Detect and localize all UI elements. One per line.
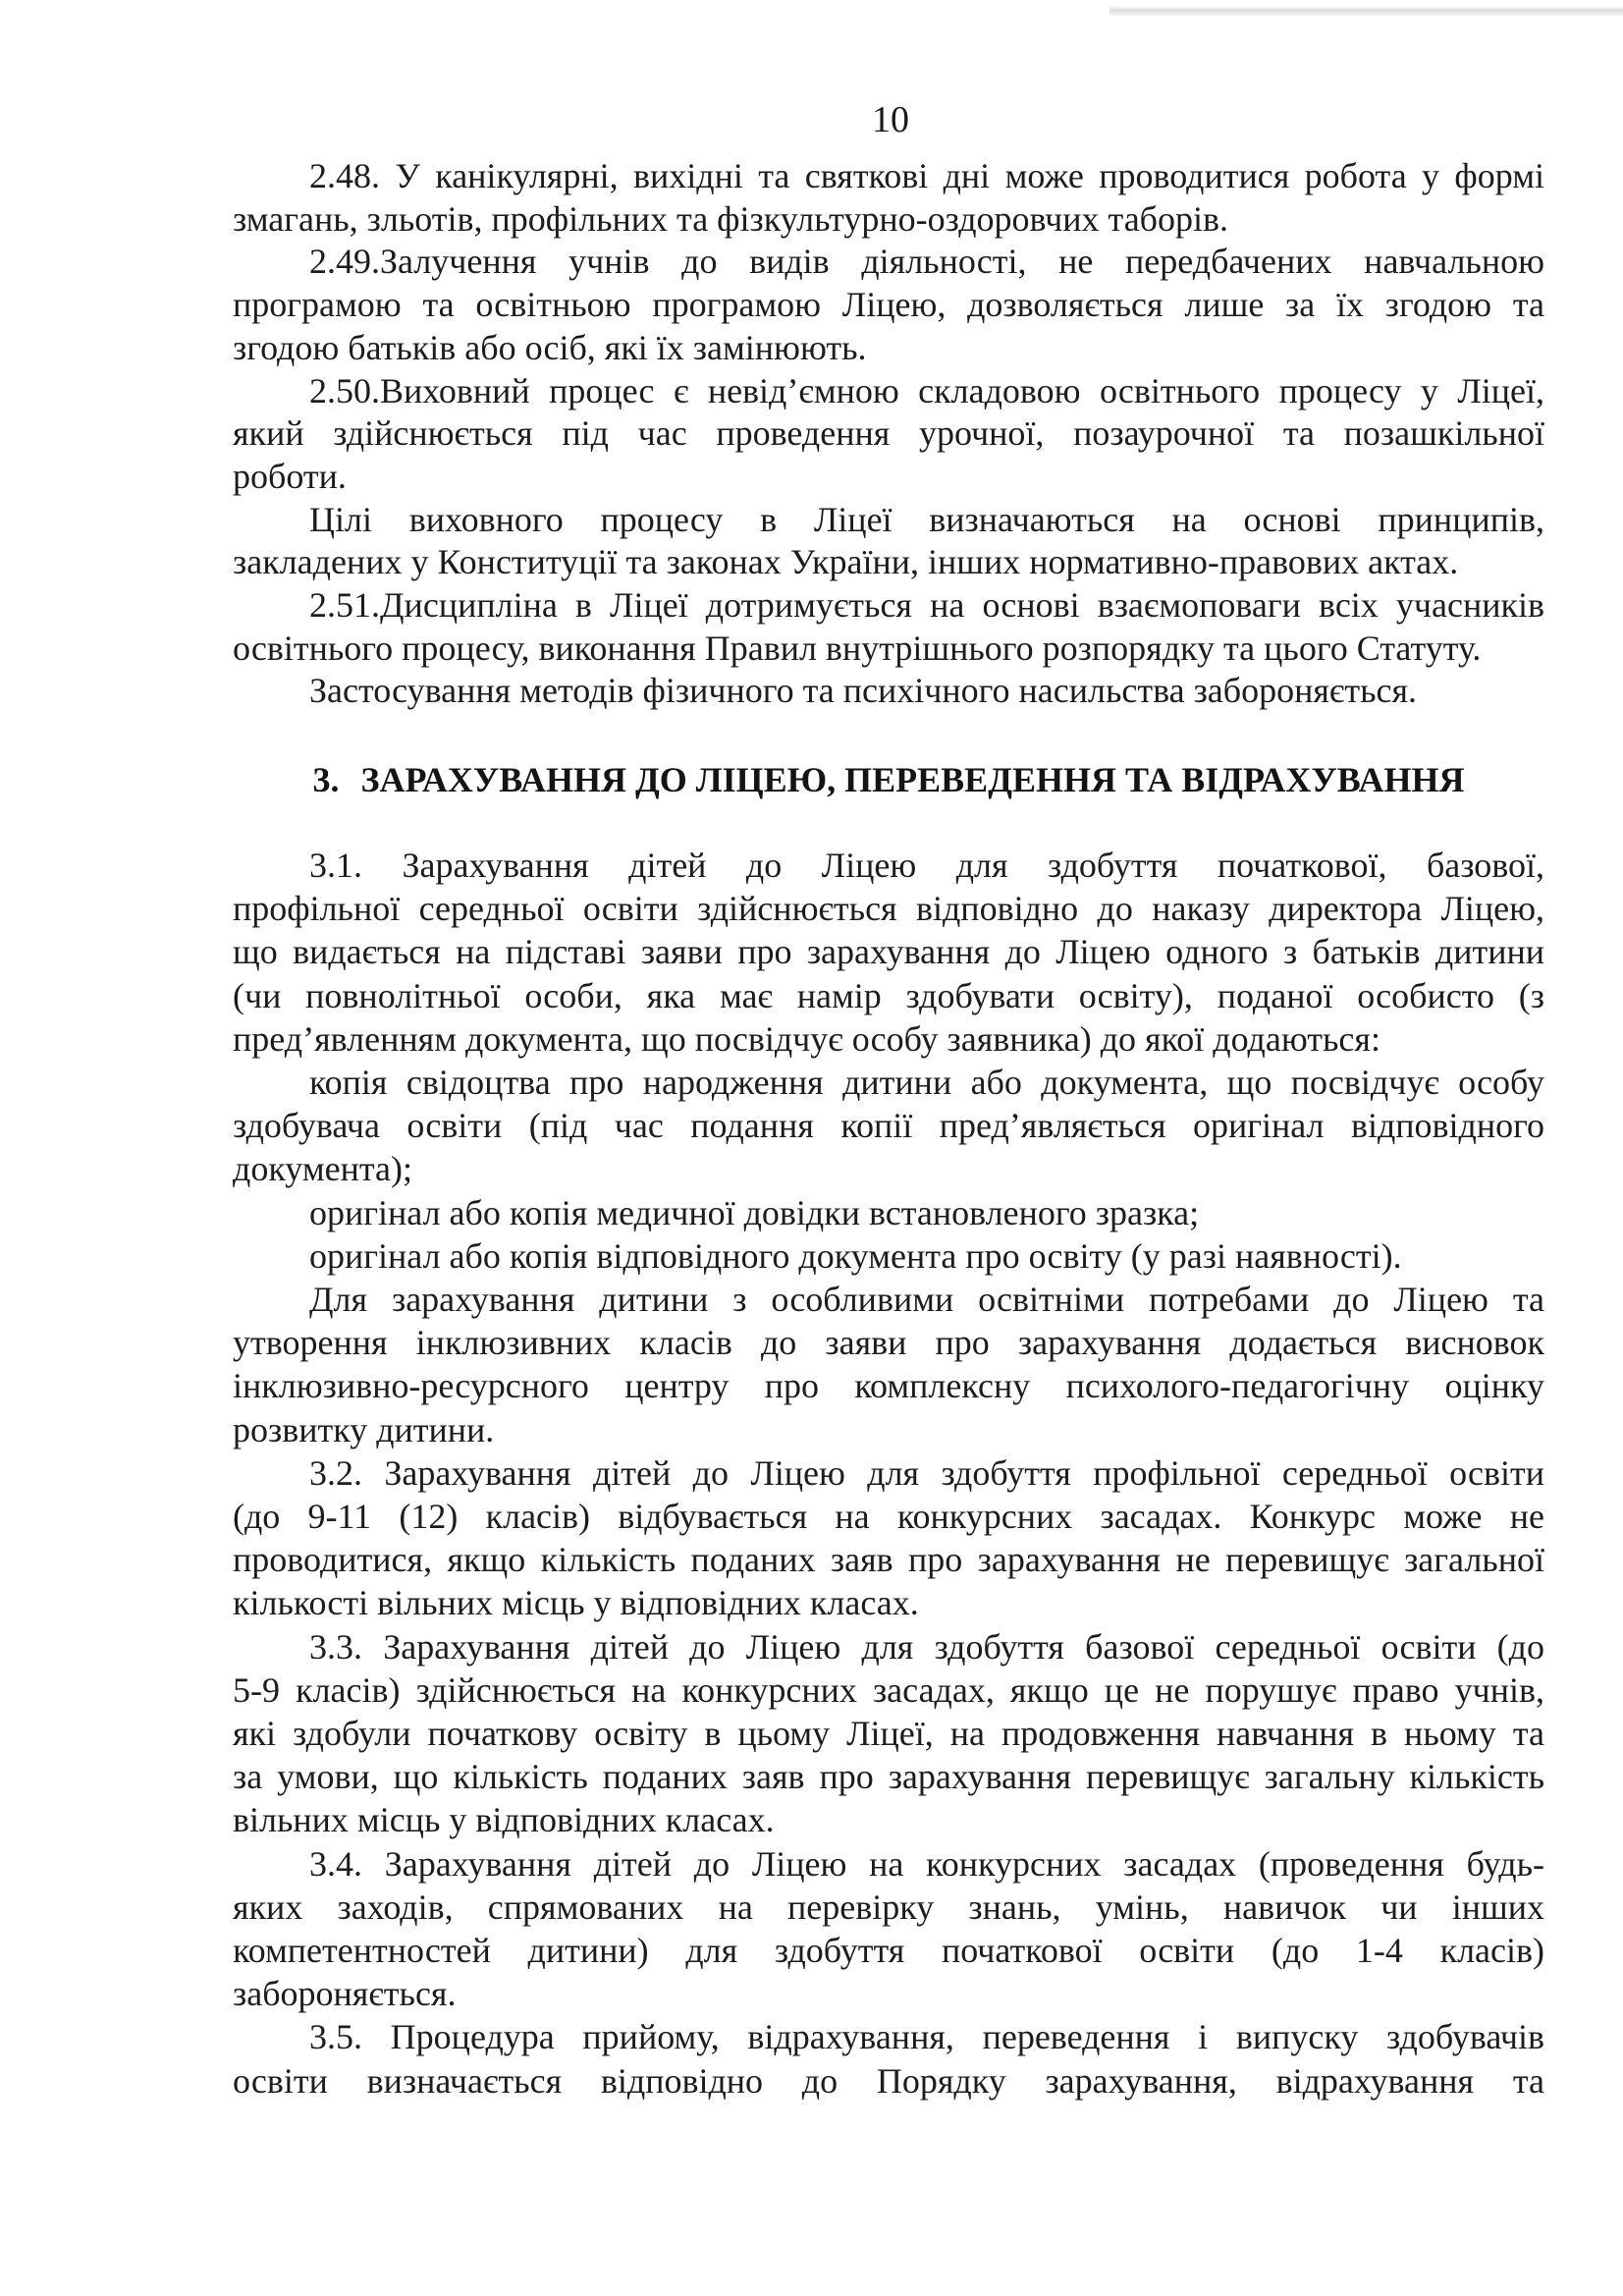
section-3-heading: [233, 758, 1544, 801]
text-line: 3.1. Зарахування дітей до Ліцею для здобуття початкової, базової,: [309, 846, 1544, 885]
text-line: забороняється.: [233, 1974, 457, 2013]
text-line: оригінал або копія відповідного документа про освіту (у разі наявності).: [309, 1236, 1402, 1276]
text-line: 3.4. Зарахування дітей до Ліцею на конкурсних засадах (проведення будь-: [309, 1844, 1544, 1884]
text-line: проводитися, якщо кількість поданих заяв про зарахування не перевищує загальної: [233, 1540, 1544, 1579]
text-line: за умови, що кількість поданих заяв про зарахування перевищує загальну кількість: [233, 1757, 1544, 1796]
text-line: Цілі виховного процесу в Ліцеї визначаються на основі принципів,: [309, 500, 1544, 539]
text-line: освіти визначається відповідно до Порядку зарахування, відрахування та: [233, 2061, 1544, 2101]
text-line: 3.5. Процедура прийому, відрахування, переведення і випуску здобувачів: [309, 2017, 1544, 2056]
text-line: компетентностей дитини) для здобуття початкової освіти (до 1-4 класів): [233, 1931, 1544, 1970]
text-line: здобувача освіти (під час подання копії пред’являється оригінал відповідного: [233, 1106, 1544, 1145]
text-line: Застосування методів фізичного та психічного насильства забороняється.: [309, 671, 1418, 710]
section-3-title: ЗАРАХУВАННЯ ДО ЛІЦЕЮ, ПЕРЕВЕДЕННЯ ТА ВІДРАХУВАННЯ: [360, 760, 1465, 799]
text-line: документа);: [233, 1149, 412, 1188]
text-line: згодою батьків або осіб, які їх замінюють.: [233, 328, 867, 367]
text-line: які здобули початкову освіту в цьому Ліцеї, на продовження навчання в ньому та: [233, 1714, 1544, 1753]
page-number: 10: [872, 99, 909, 140]
text-line: оригінал або копія медичної довідки встановленого зразка;: [309, 1193, 1200, 1232]
text-line: роботи.: [233, 457, 347, 496]
text-line: 2.50.Виховний процес є невід’ємною складовою освітнього процесу у Ліцеї,: [309, 371, 1544, 410]
text-line: інклюзивно-ресурсного центру про комплексну психолого-педагогічну оцінку: [233, 1366, 1544, 1405]
text-line: яких заходів, спрямованих на перевірку знань, умінь, навичок чи інших: [233, 1887, 1544, 1927]
text-line: змагань, зльотів, профільних та фізкультурно-оздоровчих таборів.: [233, 199, 1228, 239]
text-line: 3.3. Зарахування дітей до Ліцею для здобуття базової середньої освіти (до: [309, 1627, 1544, 1667]
text-line: закладених у Конституції та законах України, інших нормативно-правових актах.: [233, 542, 1459, 581]
text-line: програмою та освітньою програмою Ліцею, дозволяється лише за їх згодою та: [233, 285, 1544, 324]
section-3-number: 3.: [312, 760, 340, 799]
text-line: копія свідоцтва про народження дитини або документа, що посвідчує особу: [309, 1063, 1544, 1102]
text-line: освітнього процесу, виконання Правил внутрішнього розпорядку та цього Статуту.: [233, 629, 1482, 668]
text-line: (чи повнолітньої особи, яка має намір здобувати освіту), поданої особисто (з: [233, 976, 1544, 1015]
text-line: (до 9-11 (12) класів) відбувається на конкурсних засадах. Конкурс може не: [233, 1497, 1544, 1536]
text-line: 3.2. Зарахування дітей до Ліцею для здобуття профільної середньої освіти: [309, 1453, 1544, 1493]
text-line: вільних місць у відповідних класах.: [233, 1800, 775, 1839]
text-line: кількості вільних місць у відповідних класах.: [233, 1583, 919, 1622]
scan-artifact-edge: [1109, 6, 1623, 16]
text-line: пред’явленням документа, що посвідчує особу заявника) до якої додаються:: [233, 1019, 1380, 1059]
text-line: утворення інклюзивних класів до заяви про зарахування додається висновок: [233, 1323, 1544, 1362]
text-line: 2.49.Залучення учнів до видів діяльності, не передбачених навчальною: [309, 242, 1544, 281]
text-line: 2.51.Дисципліна в Ліцеї дотримується на основі взаємоповаги всіх учасників: [309, 585, 1544, 625]
text-line: який здійснюється під час проведення урочної, позаурочної та позашкільної: [233, 413, 1544, 453]
text-line: що видається на підставі заяви про зарахування до Ліцею одного з батьків дитини: [233, 932, 1544, 971]
text-line: Для зарахування дитини з особливими освітніми потребами до Ліцею та: [309, 1280, 1544, 1319]
text-line: 2.48. У канікулярні, вихідні та святкові дні може проводитися робота у формі: [309, 156, 1544, 195]
text-line: профільної середньої освіти здійснюється відповідно до наказу директора Ліцею,: [233, 889, 1544, 928]
text-line: 5-9 класів) здійснюється на конкурсних засадах, якщо це не порушує право учнів,: [233, 1670, 1544, 1710]
text-line: розвитку дитини.: [233, 1410, 495, 1449]
